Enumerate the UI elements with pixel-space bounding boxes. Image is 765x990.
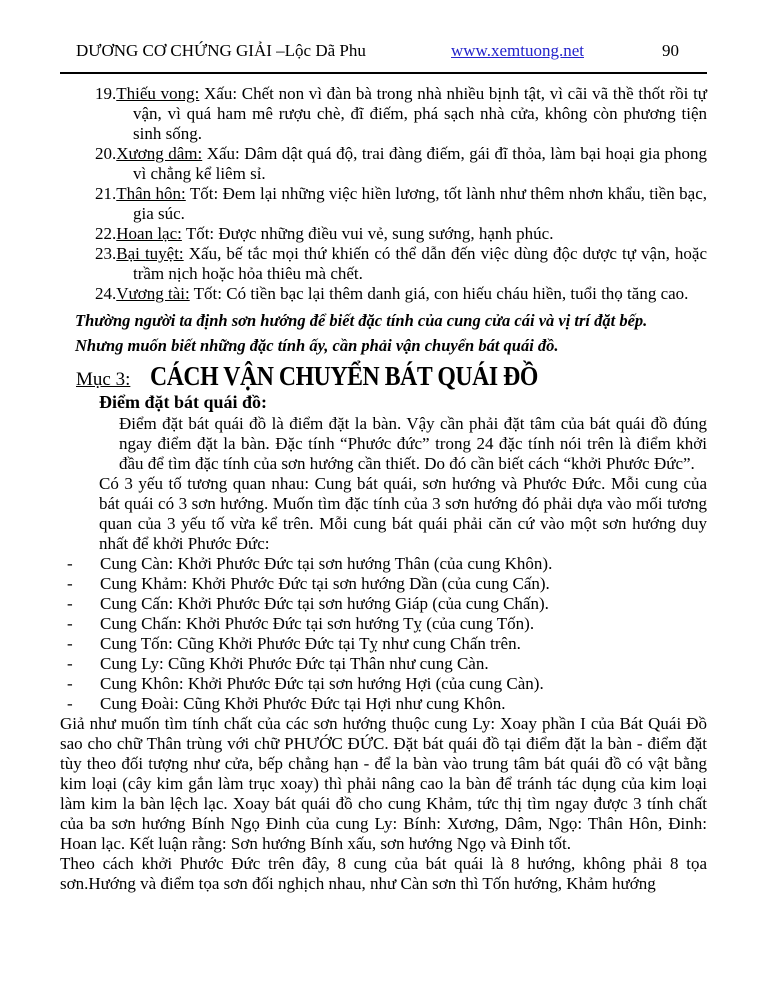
dash-text: Cung Khảm: Khởi Phước Đức tại sơn hướng Dần (của cung Cấn). bbox=[100, 574, 550, 593]
dash-item-ly bbox=[65, 654, 707, 674]
item-number: 20. bbox=[95, 144, 117, 163]
section-heading-row bbox=[60, 361, 707, 391]
dash-bullet: - bbox=[67, 694, 73, 713]
item-text: Tốt: Đem lại những việc hiền lương, tốt lành như thêm nhơn khẩu, tiền bạc, gia súc. bbox=[133, 184, 707, 223]
list-item-23 bbox=[95, 244, 707, 284]
section-label: Mục 3: bbox=[76, 369, 131, 390]
dash-bullet: - bbox=[67, 574, 73, 593]
page-header bbox=[60, 40, 707, 62]
item-term: Vương tài: bbox=[116, 284, 190, 303]
note-line-1: Thường người ta định sơn hướng để biết đặc tính của cung cửa cái và vị trí đặt bếp. bbox=[75, 311, 648, 330]
dash-item-chan bbox=[65, 614, 707, 634]
dash-text: Cung Chấn: Khởi Phước Đức tại sơn hướng Tỵ (của cung Tốn). bbox=[100, 614, 535, 633]
item-number: 19. bbox=[95, 84, 117, 103]
dash-item-cangon bbox=[65, 594, 707, 614]
paragraph-example-ly: Giả như muốn tìm tính chất của các sơn hướng thuộc cung Ly: Xoay phần I của Bát Quái Đồ sao cho chữ Thân trùng với chữ PHƯỚC ĐỨC. Đặt bát quái đồ tại điểm đặt la bàn - điểm đặt tùy theo đối tượng như cửa, bếp chẳng hạn - để la bàn vào trung tâm bát quái đồ có vật bằng kim loại (cây kim gắn làm trục xoay) thì phải nâng cao la bàn để tránh tác dụng của kim loại làm kim la bàn lệch lạc. Xoay bát quái đồ cho cung Khảm, tức thị tìm ngay được 3 tính chất của ba sơn hướng Bính Ngọ Đinh của cung Ly: Bính: Xương, Dâm, Ngọ: Thân Hôn, Đinh: Hoan lạc. Kết luận rằng: Sơn hướng Bính xấu, sơn hướng Ngọ và Đinh tốt. bbox=[60, 714, 707, 853]
page-number: 90 bbox=[662, 41, 679, 60]
note-line-2: Nhưng muốn biết những đặc tính ấy, cần phải vận chuyển bát quái đồ. bbox=[75, 336, 559, 355]
dash-bullet: - bbox=[67, 594, 73, 613]
subsection-heading: Điểm đặt bát quái đồ: bbox=[99, 392, 268, 412]
dash-item-doai bbox=[65, 694, 707, 714]
paragraph-three-factors: Có 3 yếu tố tương quan nhau: Cung bát quái, sơn hướng và Phước Đức. Mỗi cung của bát quái có 3 sơn hướng. Muốn tìm đặc tính của 3 sơn hướng đó phải dựa vào mối tương quan của 3 yếu tố vừa kể trên. Mỗi cung bát quái phải căn cứ vào một sơn hướng duy nhất để khởi Phước Đức: bbox=[99, 474, 707, 553]
numbered-list bbox=[95, 84, 707, 304]
item-text: Xấu: Dâm dật quá độ, trai đàng điếm, gái đĩ thỏa, làm bại hoại gia phong vì chẳng kể liêm sỉ. bbox=[133, 144, 707, 183]
list-item-24 bbox=[95, 284, 707, 304]
list-item-20 bbox=[95, 144, 707, 184]
dash-text: Cung Đoài: Cũng Khởi Phước Đức tại Hợi như cung Khôn. bbox=[100, 694, 506, 713]
book-title: DƯƠNG CƠ CHỨNG GIẢI –Lộc Dã Phu bbox=[76, 41, 366, 60]
section-title: CÁCH VẬN CHUYỂN BÁT QUÁI ĐỒ bbox=[150, 361, 539, 391]
item-term: Hoan lạc: bbox=[116, 224, 182, 243]
dash-text: Cung Ly: Cũng Khởi Phước Đức tại Thân như cung Càn. bbox=[100, 654, 489, 673]
item-text: Tốt: Có tiền bạc lại thêm danh giá, con hiếu cháu hiền, tuổi thọ tăng cao. bbox=[193, 284, 689, 303]
italic-note bbox=[75, 308, 707, 358]
list-item-19 bbox=[95, 84, 707, 144]
header-divider bbox=[60, 72, 707, 74]
item-number: 23. bbox=[95, 244, 117, 263]
item-term: Bại tuyệt: bbox=[116, 244, 184, 263]
dash-bullet: - bbox=[67, 634, 73, 653]
item-term: Xương dâm: bbox=[116, 144, 203, 163]
paragraph-point-placement: Điểm đặt bát quái đồ là điểm đặt la bàn. Vậy cần phải đặt tâm của bát quái đồ đúng ngay điểm đặt la bàn. Đặc tính “Phước đức” trong 24 đặc tính nói trên là điểm khởi đầu để tìm đặc tính của sơn hướng cần thiết. Do đó cần biết cách “khởi Phước Đức”. bbox=[119, 414, 707, 473]
dash-text: Cung Tốn: Cũng Khởi Phước Đức tại Tỵ như cung Chấn trên. bbox=[100, 634, 521, 653]
dash-text: Cung Khôn: Khởi Phước Đức tại sơn hướng Hợi (của cung Càn). bbox=[100, 674, 544, 693]
list-item-22 bbox=[95, 224, 707, 244]
dash-list bbox=[65, 554, 707, 714]
item-number: 21. bbox=[95, 184, 117, 203]
dash-text: Cung Cấn: Khởi Phước Đức tại sơn hướng Giáp (của cung Chấn). bbox=[100, 594, 549, 613]
dash-item-kham bbox=[65, 574, 707, 594]
dash-bullet: - bbox=[67, 654, 73, 673]
dash-item-khon bbox=[65, 674, 707, 694]
dash-bullet: - bbox=[67, 554, 73, 573]
paragraph-conclusion: Theo cách khởi Phước Đức trên đây, 8 cung của bát quái là 8 hướng, không phải 8 tọa sơn.Hướng và điểm tọa sơn đối nghịch nhau, như Càn sơn thì Tốn hướng, Khảm hướng bbox=[60, 854, 707, 893]
item-term: Thiếu vong: bbox=[116, 84, 200, 103]
list-item-21 bbox=[95, 184, 707, 224]
dash-bullet: - bbox=[67, 674, 73, 693]
website-link[interactable]: www.xemtuong.net bbox=[451, 41, 584, 60]
item-term: Thân hôn: bbox=[116, 184, 186, 203]
item-text: Xấu, bế tắc mọi thứ khiến có thể dẫn đến việc dùng độc dược tự vận, hoặc trầm nịch hoặc hỏa thiêu mà chết. bbox=[133, 244, 708, 283]
dash-bullet: - bbox=[67, 614, 73, 633]
item-text: Tốt: Được những điều vui vẻ, sung sướng, hạnh phúc. bbox=[185, 224, 554, 243]
dash-item-ton bbox=[65, 634, 707, 654]
item-number: 22. bbox=[95, 224, 117, 243]
dash-text: Cung Càn: Khởi Phước Đức tại sơn hướng Thân (của cung Khôn). bbox=[100, 554, 553, 573]
item-number: 24. bbox=[95, 284, 117, 303]
dash-item-can bbox=[65, 554, 707, 574]
item-text: Xấu: Chết non vì đàn bà trong nhà nhiều bịnh tật, vì cãi vã thề thốt rồi tự vận, vì quá ham mê rượu chè, đĩ điếm, phá sạch nhà cửa, không còn phương tiện sinh sống. bbox=[133, 84, 708, 143]
